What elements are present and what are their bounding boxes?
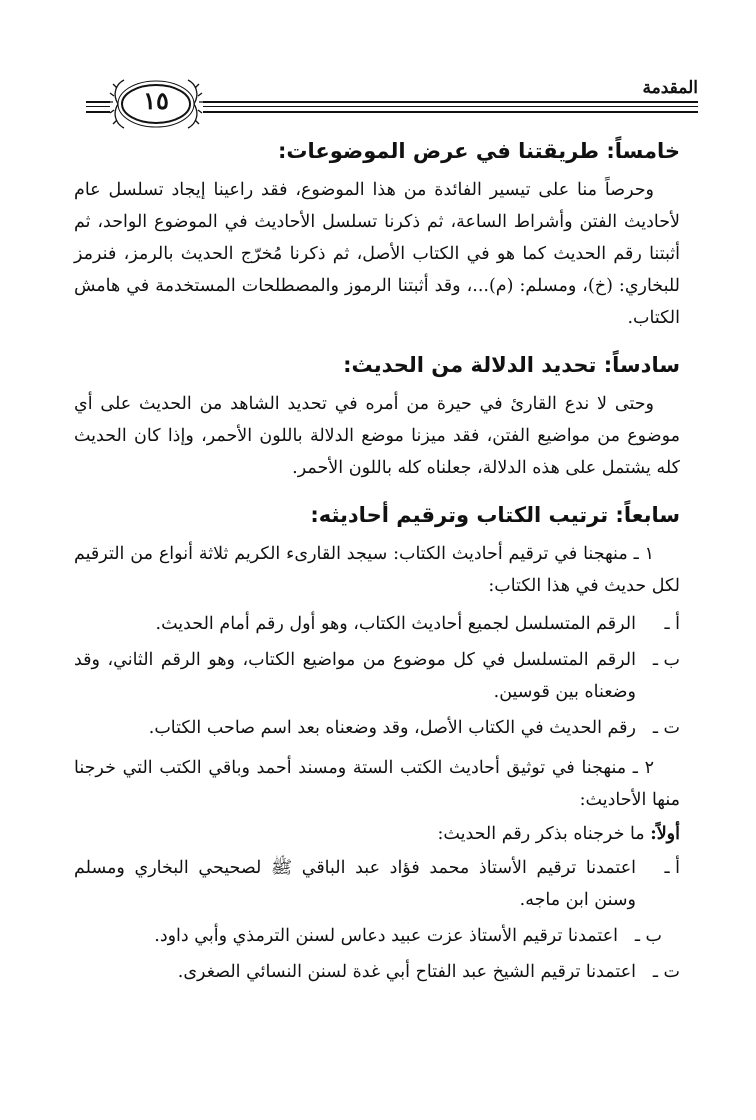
- page-number: ١٥: [143, 86, 169, 115]
- paragraph: وحتى لا ندع القارئ في حيرة من أمره في تحديد الشاهد من الحديث على أي موضوع من مواضيع الفتن، فقد ميزنا موضع الدلالة باللون الأحمر، وإذا كان الحديث كله يشتمل على هذه الدلالة، جعلناه كله باللون الأحمر.: [74, 394, 680, 478]
- list-item: [74, 920, 662, 952]
- numbered-point: ١ ـ منهجنا في ترقيم أحاديث الكتاب: سيجد القارىء الكريم ثلاثة أنواع من الترقيم لكل حديث في هذا الكتاب:: [74, 544, 680, 596]
- list-text: اعتمدنا ترقيم الشيخ عبد الفتاح أبي غدة لسنن النسائي الصغرى.: [177, 962, 636, 982]
- list-item: [74, 852, 680, 916]
- list-marker: أ ـ: [664, 858, 680, 878]
- list-item: [74, 608, 680, 640]
- list-text: الرقم المتسلسل لجميع أحاديث الكتاب، وهو أول رقم أمام الحديث.: [155, 614, 636, 634]
- list-marker: ب ـ: [652, 650, 680, 670]
- list-text: رقم الحديث في الكتاب الأصل، وقد وضعناه بعد اسم صاحب الكتاب.: [148, 718, 636, 738]
- header-rule: [203, 101, 698, 103]
- list-text: الرقم المتسلسل في كل موضوع من مواضيع الكتاب، وهو الرقم الثاني، وقد وضعناه بين قوسين.: [74, 650, 636, 702]
- section-heading: سابعاً: ترتيب الكتاب وترقيم أحاديثه:: [310, 503, 680, 527]
- list-item: [74, 644, 680, 708]
- section-heading: سادساً: تحديد الدلالة من الحديث:: [343, 353, 680, 377]
- header-rule: [203, 106, 698, 107]
- list-marker: أ ـ: [664, 614, 680, 634]
- list-item: [74, 956, 680, 988]
- header-rule-left: [86, 101, 110, 103]
- list-text: اعتمدنا ترقيم الأستاذ عزت عبيد دعاس لسنن الترمذي وأبي داود.: [154, 926, 618, 946]
- header-rule-left: [86, 106, 110, 107]
- sub-heading-label: أولاً:: [650, 824, 680, 844]
- list-item: [74, 712, 680, 744]
- sub-heading: [100, 818, 680, 850]
- running-title: المقدمة: [642, 78, 698, 98]
- section-heading: خامساً: طريقتنا في عرض الموضوعات:: [278, 139, 680, 163]
- sub-heading-text: ما خرجناه بذكر رقم الحديث:: [437, 824, 651, 844]
- header-rule-left: [86, 111, 110, 113]
- list-marker: ب ـ: [634, 926, 662, 946]
- page-content: [74, 136, 680, 992]
- header-rule: [203, 111, 698, 113]
- numbered-point: ٢ ـ منهجنا في توثيق أحاديث الكتب الستة ومسند أحمد وباقي الكتب التي خرجنا منها الأحاديث:: [74, 758, 680, 810]
- list-text: اعتمدنا ترقيم الأستاذ محمد فؤاد عبد الباقي ﷺ لصحيحي البخاري ومسلم وسنن ابن ماجه.: [74, 858, 636, 910]
- list-marker: ت ـ: [652, 962, 680, 982]
- list-marker: ت ـ: [652, 718, 680, 738]
- paragraph: وحرصاً منا على تيسير الفائدة من هذا الموضوع، فقد راعينا إيجاد تسلسل عام لأحاديث الفتن وأشراط الساعة، ثم ذكرنا تسلسل الأحاديث في الموضوع الواحد، ثم أثبتنا رقم الحديث كما هو في الكتاب الأصل، ثم ذكرنا مُخرّج الحديث بالرمز، فنرمز للبخاري: (خ)، ومسلم: (م)...، وقد أثبتنا الرموز والمصطلحات المستخدمة في هامش الكتاب.: [74, 180, 680, 328]
